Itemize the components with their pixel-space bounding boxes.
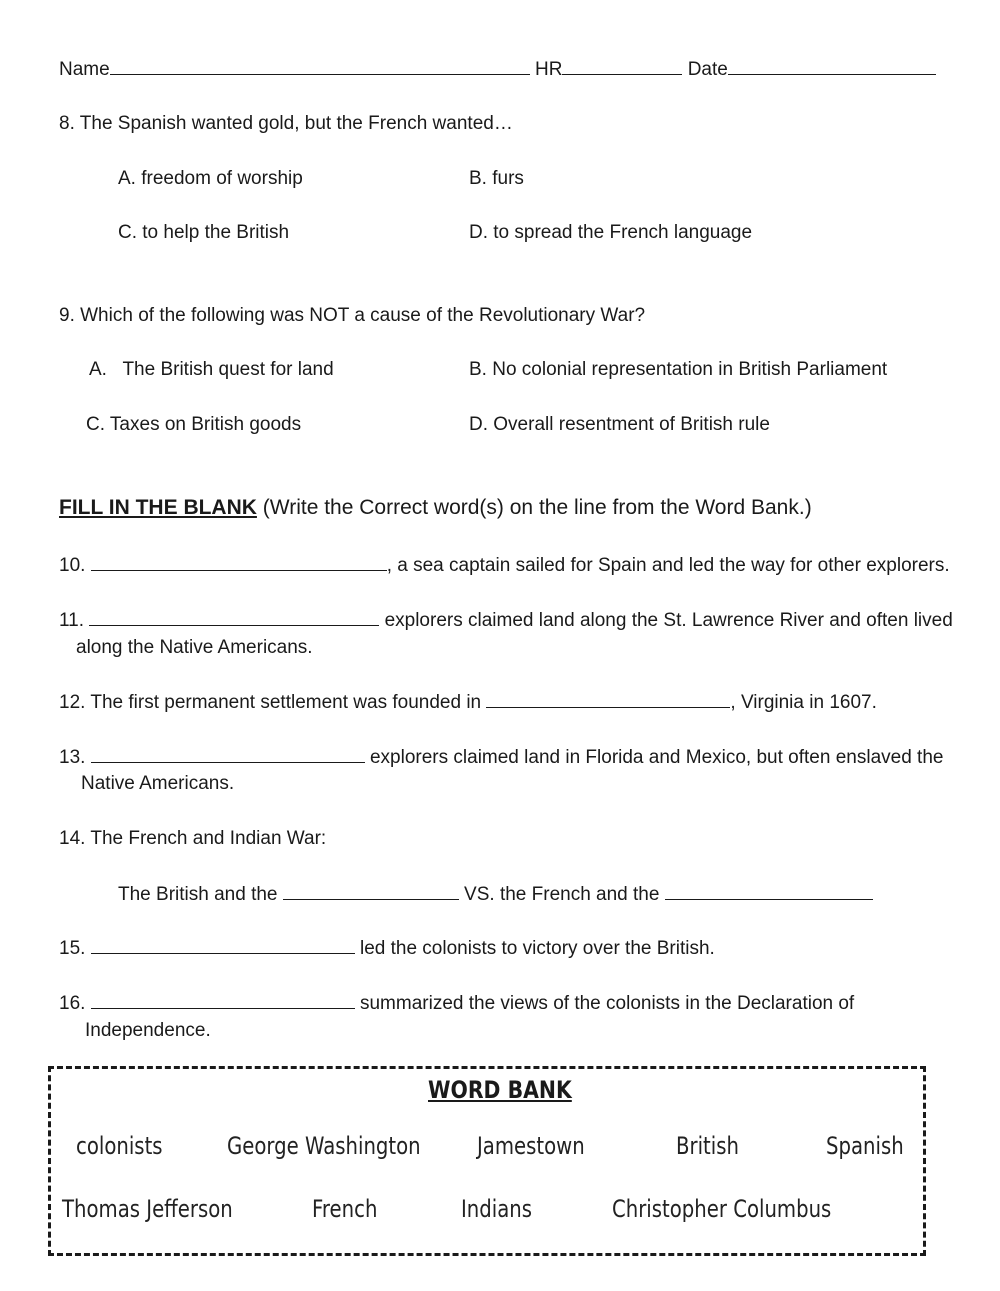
- word-bank-word: colonists: [76, 1132, 163, 1160]
- date-label: Date: [687, 59, 728, 80]
- q13-line2: Native Americans.: [81, 773, 235, 794]
- q8-option-c[interactable]: C. to help the British: [118, 222, 290, 243]
- word-bank-word: French: [312, 1195, 378, 1223]
- q12-blank[interactable]: [486, 691, 730, 708]
- header-line: [59, 58, 936, 81]
- q13-text: explorers claimed land in Florida and Mexico, but often enslaved the: [364, 747, 944, 768]
- q11-line2: along the Native Americans.: [76, 637, 313, 658]
- q14-blank-2[interactable]: [665, 883, 873, 900]
- hr-label: HR: [534, 59, 563, 80]
- word-bank-word: Jamestown: [477, 1132, 585, 1160]
- word-bank-title: WORD BANK: [428, 1076, 572, 1104]
- q9-option-b[interactable]: B. No colonial representation in British Parliament: [469, 359, 888, 380]
- word-bank-word: George Washington: [227, 1132, 421, 1160]
- q14-part2: VS. the French and the: [458, 884, 665, 905]
- q11: [59, 609, 953, 632]
- q14-blank-1[interactable]: [283, 883, 459, 900]
- q9-option-d[interactable]: D. Overall resentment of British rule: [469, 414, 770, 435]
- q13: [59, 746, 943, 769]
- fill-blank-title: FILL IN THE BLANK: [59, 496, 257, 519]
- q15-blank[interactable]: [91, 937, 355, 954]
- q11-text: explorers claimed land along the St. Lawrence River and often lived: [379, 610, 953, 631]
- q11-number: 11.: [59, 610, 85, 631]
- fill-blank-heading: [59, 496, 812, 520]
- q16-number: 16.: [59, 993, 86, 1014]
- q8-question: 8. The Spanish wanted gold, but the French wanted…: [59, 113, 513, 134]
- q10-blank[interactable]: [91, 554, 387, 571]
- name-field[interactable]: [110, 58, 530, 75]
- q9-option-c[interactable]: C. Taxes on British goods: [86, 414, 302, 435]
- date-field[interactable]: [728, 58, 936, 75]
- q14-line: [118, 883, 873, 906]
- word-bank-word: Thomas Jefferson: [62, 1195, 233, 1223]
- q13-number: 13.: [59, 747, 86, 768]
- word-bank-word: Indians: [461, 1195, 533, 1223]
- q15-number: 15.: [59, 938, 86, 959]
- q16: [59, 992, 854, 1015]
- word-bank-word: Spanish: [826, 1132, 904, 1160]
- q11-blank[interactable]: [89, 609, 379, 626]
- q9-question: 9. Which of the following was NOT a cause of the Revolutionary War?: [59, 305, 646, 326]
- q16-text: summarized the views of the colonists in the Declaration of: [354, 993, 855, 1014]
- q8-option-a[interactable]: A. freedom of worship: [118, 168, 303, 189]
- q10: [59, 554, 950, 577]
- fill-blank-instruction: (Write the Correct word(s) on the line from the Word Bank.): [256, 496, 812, 519]
- q10-number: 10.: [59, 555, 86, 576]
- q12-text-before: 12. The first permanent settlement was founded in: [59, 692, 487, 713]
- q14-question: 14. The French and Indian War:: [59, 828, 327, 849]
- word-bank-word: Christopher Columbus: [612, 1195, 832, 1223]
- q12: [59, 691, 877, 714]
- word-bank-word: British: [676, 1132, 739, 1160]
- hr-field[interactable]: [562, 58, 682, 75]
- q16-blank[interactable]: [91, 992, 355, 1009]
- q16-line2: Independence.: [85, 1020, 211, 1041]
- q8-option-d[interactable]: D. to spread the French language: [469, 222, 753, 243]
- q12-text-after: , Virginia in 1607.: [730, 692, 877, 713]
- q9-option-a[interactable]: A. The British quest for land: [89, 359, 334, 380]
- q14-part1: The British and the: [118, 884, 283, 905]
- q15-text: led the colonists to victory over the British.: [354, 938, 715, 959]
- q10-text: , a sea captain sailed for Spain and led the way for other explorers.: [386, 555, 950, 576]
- q15: [59, 937, 715, 960]
- q8-option-b[interactable]: B. furs: [469, 168, 524, 189]
- name-label: Name: [59, 59, 110, 80]
- q13-blank[interactable]: [91, 746, 365, 763]
